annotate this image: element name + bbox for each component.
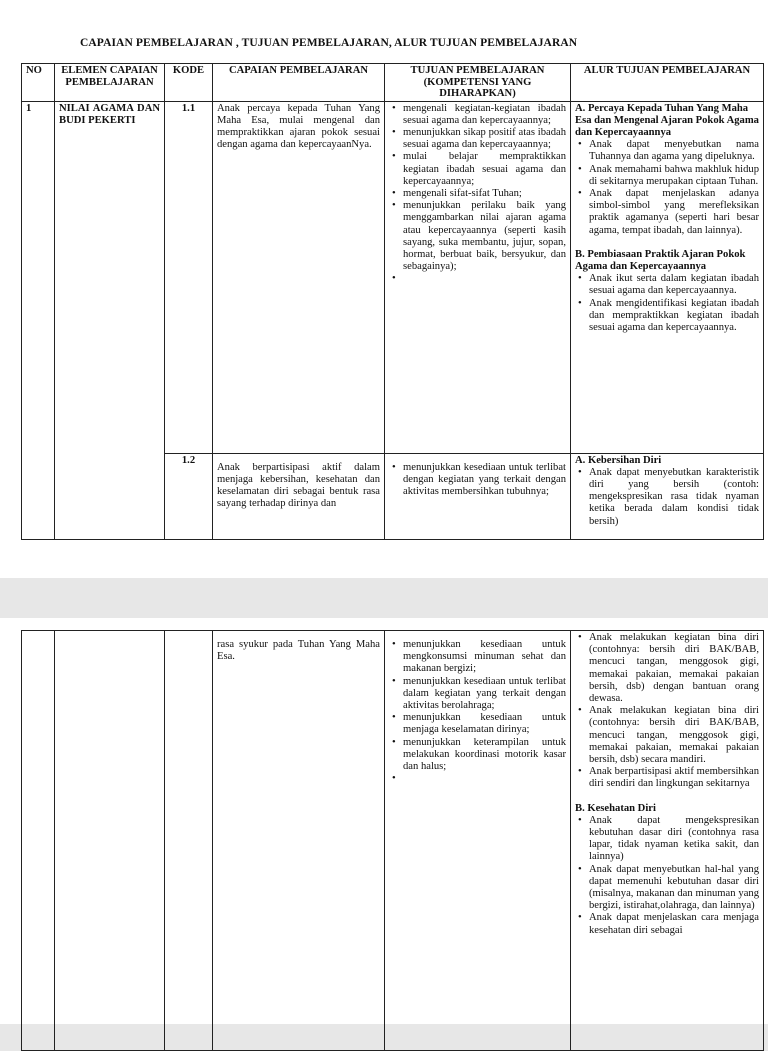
tujuan-item: [403, 273, 566, 285]
row-capaian: rasa syukur pada Tuhan Yang Maha Esa.: [213, 631, 385, 1051]
alur-section-title: B. Pembiasaan Praktik Ajaran Pokok Agama dan Kepercayaannya: [575, 248, 746, 272]
alur-item: • Anak berpartisipasi aktif membersihkan diri sendiri dan lingkungan sekitarnya: [589, 766, 759, 790]
row-kode: 1.1: [165, 101, 213, 453]
header-elemen: ELEMEN CAPAIAN PEMBELAJARAN: [55, 64, 165, 102]
tujuan-item: • menunjukkan sikap positif atas ibadah sesuai agama dan kepercayaannya;: [403, 127, 566, 151]
row-kode: [165, 631, 213, 1051]
table-row: [22, 631, 764, 1051]
row-alur: [571, 453, 764, 539]
document-page-2: [0, 618, 768, 1024]
row-elemen: NILAI AGAMA DAN BUDI PEKERTI: [55, 101, 165, 539]
tujuan-item: • menunjukkan keterampilan untuk melakukan koordinasi motorik kasar dan halus;: [403, 737, 566, 774]
alur-item: • Anak dapat menyebutkan hal-hal yang dapat memenuhi kebutuhan dasar diri (misalnya, makanan dan minuman yang bergizi, istirahat,olahraga, dan lainnya): [589, 864, 759, 913]
row-capaian: Anak percaya kepada Tuhan Yang Maha Esa, mulai mengenal dan mempraktikkan ajaran pokok sesuai dengan agama dan kepercayaanNya.: [213, 101, 385, 453]
tujuan-item: • menunjukkan perilaku baik yang menggambarkan nilai ajaran agama atau kepercayaannya (seperti kasih sayang, suka membantu, jujur, sopan, hormat, berbuat baik, bersyukur, dan sebagainya);: [403, 200, 566, 273]
tujuan-item: • menunjukkan kesediaan untuk terlibat dengan kegiatan yang terkait dengan aktivitas membersihkan tubuhnya;: [403, 462, 566, 499]
learning-table: [21, 63, 764, 540]
header-no: NO: [22, 64, 55, 102]
alur-item: • Anak dapat menyebutkan karakteristik diri yang bersih (contoh: mengekspresikan rasa tidak nyaman ketika berada dalam kondisi tidak bersih): [589, 467, 759, 528]
row-capaian: Anak berpartisipasi aktif dalam menjaga kebersihan, kesehatan dan keselamatan diri sebagai bentuk rasa sayang terhadap dirinya dan: [213, 453, 385, 539]
tujuan-item: • menunjukkan kesediaan untuk terlibat dalam kegiatan yang terkait dengan aktivitas berolahraga;: [403, 676, 566, 713]
alur-item: • Anak melakukan kegiatan bina diri (contohnya: bersih diri BAK/BAB, mencuci tangan, menggosok gigi, memakai pakaian, memakai pakaian bersih, dsb) dengan bantuan orang dewasa.: [589, 632, 759, 705]
row-kode: 1.2: [165, 453, 213, 539]
row-alur: [571, 101, 764, 453]
header-tujuan: TUJUAN PEMBELAJARAN (KOMPETENSI YANG DIHARAPKAN): [385, 64, 571, 102]
alur-item: • Anak memahami bahwa makhluk hidup di sekitarnya merupakan ciptaan Tuhan.: [589, 164, 759, 188]
table-header-row: [22, 64, 764, 102]
alur-item: • Anak melakukan kegiatan bina diri (contohnya: bersih diri BAK/BAB, mencuci tangan, menggosok gigi, memakai pakaian, memakai pakaian bersih, dsb) secara mandiri.: [589, 705, 759, 766]
alur-item: • Anak dapat mengekspresikan kebutuhan dasar diri (contohnya rasa lapar, tidak nyaman ketika sakit, dan lainnya): [589, 815, 759, 864]
alur-item: • Anak ikut serta dalam kegiatan ibadah sesuai agama dan kepercayaannya.: [589, 273, 759, 297]
header-kode: KODE: [165, 64, 213, 102]
row-elemen: [55, 631, 165, 1051]
alur-section-title: B. Kesehatan Diri: [575, 802, 656, 814]
table-row: [22, 101, 764, 453]
learning-table-continued: [21, 630, 764, 1051]
row-tujuan: [385, 631, 571, 1051]
alur-item: • Anak mengidentifikasi kegiatan ibadah dan mempraktikkan kegiatan ibadah sesuai agama dan kepercayaannya.: [589, 298, 759, 335]
header-alur: ALUR TUJUAN PEMBELAJARAN: [571, 64, 764, 102]
tujuan-item: [403, 773, 566, 785]
alur-section-title: A. Kebersihan Diri: [575, 454, 662, 466]
row-no: 1: [22, 101, 55, 539]
row-no: [22, 631, 55, 1051]
tujuan-item: • mengenali kegiatan-kegiatan ibadah sesuai agama dan kepercayaannya;: [403, 103, 566, 127]
tujuan-item: • menunjukkan kesediaan untuk menjaga keselamatan dirinya;: [403, 712, 566, 736]
row-tujuan: [385, 101, 571, 453]
row-tujuan: [385, 453, 571, 539]
row-alur: [571, 631, 764, 1051]
header-capaian: CAPAIAN PEMBELAJARAN: [213, 64, 385, 102]
tujuan-item: • mengenali sifat-sifat Tuhan;: [403, 188, 566, 200]
alur-item: • Anak dapat menyebutkan nama Tuhannya dan agama yang dipeluknya.: [589, 139, 759, 163]
alur-item: • Anak dapat menjelaskan adanya simbol-simbol yang merefleksikan praktik agamanya (seperti hari besar agama, tempat ibadah, dan lainnya).: [589, 188, 759, 237]
alur-item: • Anak dapat menjelaskan cara menjaga kesehatan diri sebagai: [589, 912, 759, 936]
tujuan-item: • menunjukkan kesediaan untuk mengkonsumsi minuman sehat dan makanan bergizi;: [403, 639, 566, 676]
alur-section-title: A. Percaya Kepada Tuhan Yang Maha Esa dan Mengenal Ajaran Pokok Agama dan Kepercayaannya: [575, 102, 759, 138]
tujuan-item: • mulai belajar mempraktikkan kegiatan ibadah sesuai agama dan kepercayaannya;: [403, 151, 566, 188]
document-title: CAPAIAN PEMBELAJARAN , TUJUAN PEMBELAJARAN, ALUR TUJUAN PEMBELAJARAN: [80, 37, 578, 49]
